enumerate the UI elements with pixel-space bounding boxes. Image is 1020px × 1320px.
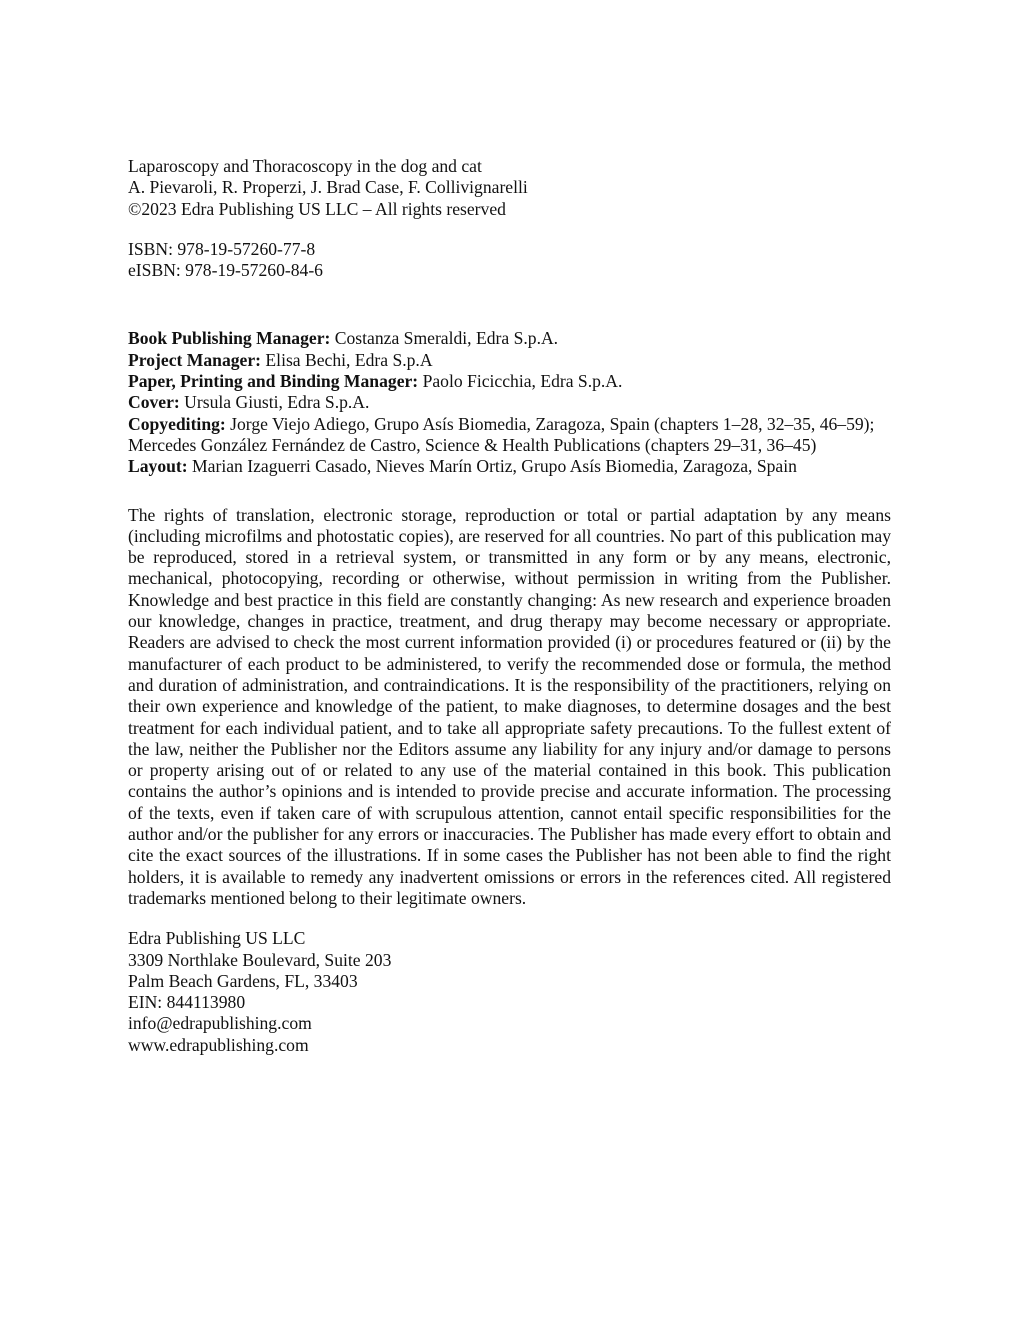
publisher-website: www.edrapublishing.com bbox=[128, 1034, 309, 1055]
credit-role: Book Publishing Manager: bbox=[128, 328, 331, 349]
credit-printing-manager bbox=[128, 371, 891, 392]
credit-name: Marian Izaguerri Casado, Nieves Marín Ortiz, Grupo Asís Biomedia, Zaragoza, Spain bbox=[187, 456, 797, 477]
book-authors: A. Pievaroli, R. Properzi, J. Brad Case, F. Collivignarelli bbox=[128, 177, 528, 198]
publisher-ein: EIN: 844113980 bbox=[128, 992, 246, 1013]
publisher-address-line1: 3309 Northlake Boulevard, Suite 203 bbox=[128, 949, 392, 970]
isbn-block bbox=[128, 239, 891, 282]
rights-statement bbox=[128, 505, 891, 910]
credit-role: Layout: bbox=[128, 456, 188, 477]
credit-name: Ursula Giusti, Edra S.p.A. bbox=[179, 392, 370, 413]
credit-layout bbox=[128, 456, 891, 477]
book-title: Laparoscopy and Thoracoscopy in the dog and cat bbox=[128, 156, 482, 176]
publisher-name: Edra Publishing US LLC bbox=[128, 928, 306, 949]
credit-name: Paolo Ficicchia, Edra S.p.A. bbox=[418, 371, 623, 392]
credit-cover bbox=[128, 392, 891, 413]
copyright-page bbox=[128, 156, 891, 1056]
credit-book-publishing-manager bbox=[128, 328, 891, 349]
credits-block bbox=[128, 328, 891, 477]
isbn-electronic: eISBN: 978-19-57260-84-6 bbox=[128, 260, 323, 281]
credit-role: Project Manager: bbox=[128, 349, 262, 370]
credit-role: Copyediting: bbox=[128, 413, 226, 434]
publisher-info bbox=[128, 928, 891, 1056]
credit-project-manager bbox=[128, 350, 891, 371]
credit-name: Elisa Bechi, Edra S.p.A bbox=[261, 349, 433, 370]
credit-name: Jorge Viejo Adiego, Grupo Asís Biomedia, Zaragoza, Spain (chapters 1–28, 32–35, 46–59); Mercedes González Fernández de Castro, Science & Health Publications (chapters 29–31, 36–45) bbox=[128, 413, 875, 455]
publisher-email: info@edrapublishing.com bbox=[128, 1013, 312, 1034]
publisher-address-line2: Palm Beach Gardens, FL, 33403 bbox=[128, 970, 358, 991]
credit-role: Paper, Printing and Binding Manager: bbox=[128, 371, 419, 392]
rights-text: The rights of translation, electronic storage, reproduction or total or partial adaptation by any means (including microfilms and photostatic copies), are reserved for all countries. No part of this publication may be reproduced, stored in a retrieval system, or transmitted in any form or by any means, electronic, mechanical, photocopying, recording or otherwise, without permission in writing from the Publisher. Knowledge and best practice in this field are constantly changing: As new research and experience broaden our knowledge, changes in practice, treatment, and drug therapy may become necessary or appropriate. Readers are advised to check the most current information provided (i) or procedures featured or (ii) by the manufacturer of each product to be administered, to verify the recommended dose or formula, the method and duration of administration, and contraindications. It is the responsibility of the practitioners, relying on their own experience and knowledge of the patient, to make diagnoses, to determine dosages and the best treatment for each individual patient, and to take all appropriate safety precautions. To the fullest extent of the law, neither the Publisher nor the Editors assume any liability for any injury and/or damage to persons or property arising out of or related to any use of the material contained in this book. This publication contains the author’s opinions and is intended to provide precise and accurate information. The processing of the texts, even if taken care of with scrupulous attention, cannot entail specific responsibilities for the author and/or the publisher for any errors or inaccuracies. The Publisher has made every effort to obtain and cite the exact sources of the illustrations. If in some cases the Publisher has not been able to find the right holders, it is available to remedy any inadvertent omissions or errors in the references cited. All registered trademarks mentioned belong to their legitimate owners. bbox=[128, 504, 891, 908]
credit-name: Costanza Smeraldi, Edra S.p.A. bbox=[330, 328, 559, 349]
credit-copyediting bbox=[128, 414, 891, 457]
copyright-notice: ©2023 Edra Publishing US LLC – All rights reserved bbox=[128, 198, 506, 219]
credit-role: Cover: bbox=[128, 392, 180, 413]
book-info bbox=[128, 156, 891, 220]
isbn-print: ISBN: 978-19-57260-77-8 bbox=[128, 238, 316, 259]
